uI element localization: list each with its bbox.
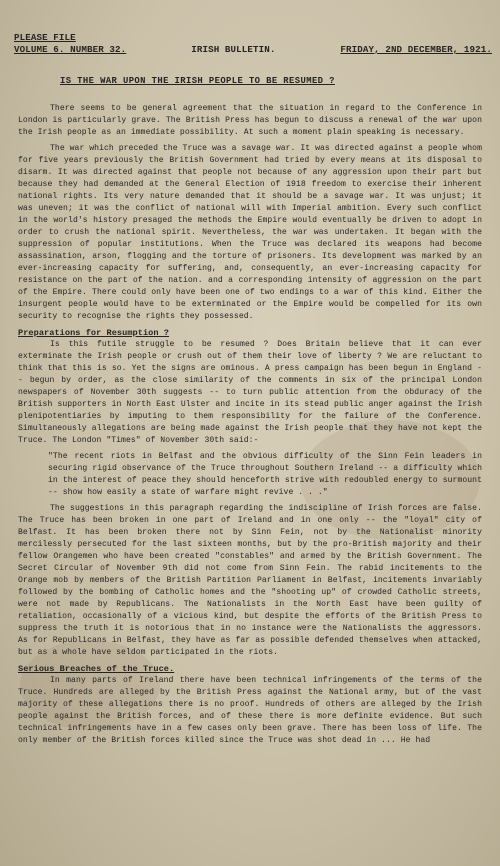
bulletin-header	[14, 32, 492, 56]
paragraph: The war which preceded the Truce was a savage war. It was directed against a people whom for five years previously the British Government had tried by every means at its disposal to disarm. It was directed against that people not because of any aggression upon their part but because they had demanded at the General Election of 1918 freedom to exercise their inherent national rights. Its very nature demanded that it should be a savage war. It was unjust; it was uneven; it was the conflict of national will with Imperial ambition. Every such conflict in the world's history presaged the methods the Empire would eventually be driven to adopt in order to crush the national spirit. Nevertheless, the war was undertaken. It began with the suppression of popular institutions. When the Truce was declared its weapons had become assassination, arson, flogging and the torture of prisoners. Its development was marked by an ever-increasing capacity for suffering, and, consequently, an ever-increasing capacity for resistance on the part of the nation. and a corresponding intensity of aggression on the part of the Empire. There could only have been one of two endings to a war of this kind. Either the insurgent people would have to be exterminated or the Empire would be compelled for its own security to recognise the rights they possessed.	[18, 144, 482, 321]
paragraph: The suggestions in this paragraph regarding the indiscipline of Irish forces are false. The Truce has been broken in one part of Ireland and in one only -- the "loyal" city of Belfast. It has been broken there not by Sinn Fein, not by the Nationalist minority mercilessly persecuted for the last sixteen months, but by the pro-British majority and their fellow Orangemen who have been created "constables" and armed by the British Government. The Secret Circular of November 9th did not come from Sinn Fein. The rabid incitements to the Orange mob by members of the British Partition Parliament in Belfast, incitements invariably followed by the bombing of Catholic homes and the "shooting up" of crowded Catholic streets, were not made by Republicans. The Nationalists in the North East have been guilty of retaliation, occasionally of a vicious kind, but despite the efforts of the British Press to suppress the truth it is notorious that in no instance were the Nationalists the aggressors. As for Republicans in Belfast, they have as far as possible defended themselves when attacked, but as a whole have seldom participated in the riots.	[18, 504, 482, 657]
section-heading: Preparations for Resumption ?	[18, 328, 170, 338]
paragraph: In many parts of Ireland there have been technical infringements of the terms of the Truce. Hundreds are alleged by the British Press against the National army, but of the vast majority of these allegations there is no proof. Hundreds of others are alleged by the Irish people against the British forces, and of these there is more definite evidence. But such technical infringements have in a few cases only been grave. There has been loss of life. The only member of the British forces killed since the Truce was shot dead in ... He had	[18, 676, 482, 745]
issue-date: FRIDAY, 2ND DECEMBER, 1921.	[340, 44, 492, 55]
publication-name: IRISH BULLETIN.	[191, 44, 276, 55]
paragraph: There seems to be general agreement that the situation in regard to the Conference in London is particularly grave. The British Press has begun to discuss a renewal of the war upon the Irish people as an immediate possibility. At such a moment plain speaking is necessary.	[18, 104, 482, 137]
article-title: IS THE WAR UPON THE IRISH PEOPLE TO BE RESUMED ?	[60, 76, 335, 86]
volume-number: VOLUME 6. NUMBER 32.	[14, 44, 127, 55]
article-body	[18, 103, 482, 751]
section-heading: Serious Breaches of the Truce.	[18, 664, 175, 674]
paragraph: Is this futile struggle to be resumed ? Does Britain believe that it can ever exterminate the Irish people or crush out of them their love of liberty ? We are reluctant to think that this is so. Yet the signs are ominous. A press campaign has been begun in England -- begun by order, as the close similarity of the comments in six of the principal London newspapers of November 30th suggests -- to turn public attention from the obduracy of the British supporters in North East Ulster and incite in its stead public anger against the Irish plenipotentiaries by imputing to them responsibility for the failure of the Conference. Simultaneously allegations are being made against the Irish people that they have not kept the Truce. The London "Times" of November 30th said:-	[18, 340, 482, 445]
file-label: PLEASE FILE	[14, 32, 76, 43]
quoted-passage: "The recent riots in Belfast and the obvious difficulty of the Sinn Fein leaders in securing rigid observance of the Truce throughout Southern Ireland -- a difficulty which in the interest of peace they should henceforth strive with redoubled energy to surmount -- show how easily a state of warfare might revive . . ."	[48, 452, 482, 497]
